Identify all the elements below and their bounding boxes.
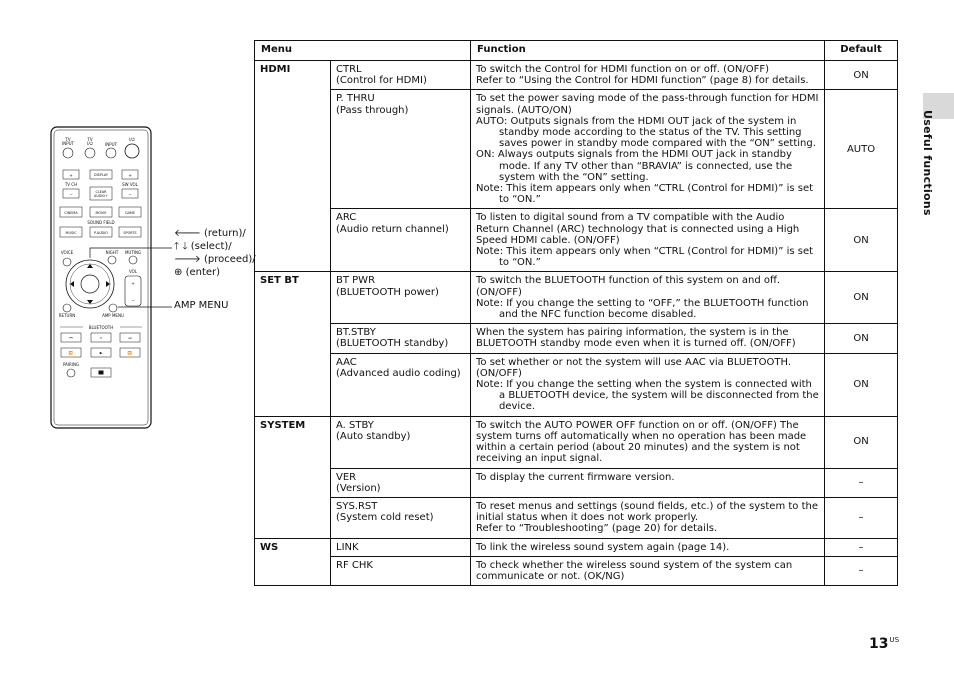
function-text: To display the current firmware version.: [476, 471, 675, 483]
enter-button[interactable]: [81, 275, 99, 293]
table-row: [255, 497, 898, 538]
category-hdmi: HDMI: [255, 61, 331, 272]
minus-icon: −: [131, 298, 135, 303]
item-name: P. THRU: [336, 93, 375, 105]
page-number: [869, 636, 899, 652]
previous-icon: ⏮: [69, 336, 73, 340]
night-label: NIGHT: [105, 250, 119, 255]
item-name: VER: [336, 471, 357, 483]
power-button[interactable]: [125, 144, 139, 158]
menu-item-cell: [331, 556, 471, 585]
page-number-value: 13: [869, 636, 889, 652]
table-header-row: [255, 41, 898, 61]
default-cell: –: [825, 556, 898, 585]
function-text: When the system has pairing information, the system is in the BLUETOOTH standby mode even when it is turned off. (ON/OFF): [476, 327, 796, 350]
item-name: RF CHK: [336, 559, 373, 571]
plus-icon: +: [131, 281, 135, 286]
table-row: [255, 468, 898, 497]
enter-callout-row: [174, 266, 252, 279]
default-cell: ON: [825, 272, 898, 324]
function-text: To switch the Control for HDMI function on or off. (ON/OFF): [476, 64, 769, 75]
movie-label: MOVIE: [95, 211, 107, 215]
amp-menu-label: AMP MENU: [102, 313, 124, 318]
item-subtitle: (Audio return channel): [336, 223, 449, 235]
next-icon: ⏭: [128, 336, 132, 340]
return-callout: 🡐 (return)/: [174, 228, 246, 239]
power-label: I/⏻: [129, 137, 135, 142]
item-name: SYS.RST: [336, 500, 378, 512]
tv-power-label: TV I/⏻: [87, 137, 93, 147]
night-button[interactable]: [108, 256, 116, 264]
function-text: To check whether the wireless sound system of the system can communicate or not. (OK/NG): [476, 559, 793, 582]
item-name: CTRL: [336, 64, 362, 75]
tv-input-button[interactable]: [63, 148, 73, 158]
function-cell: [471, 353, 825, 416]
proceed-callout: 🡒 (proceed)/: [174, 254, 256, 265]
function-cell: [471, 272, 825, 324]
cinema-label: CINEMA: [64, 211, 78, 215]
function-note: Note: If you change the setting to “OFF,” the BLUETOOTH function and the NFC function become disabled.: [476, 297, 809, 321]
bluetooth-label: BLUETOOTH: [88, 325, 114, 330]
default-cell: –: [825, 497, 898, 538]
category-set-bt: SET BT: [255, 272, 331, 416]
function-text: To set whether or not the system will use AAC via BLUETOOTH. (ON/OFF): [476, 356, 792, 379]
music-label: MUSIC: [65, 231, 77, 235]
default-cell: –: [825, 468, 898, 497]
function-text: AUTO: Outputs signals from the HDMI OUT jack of the system in standby mode according to the status of the TV. This setting saves power in standby mode compared with the “ON” setting.: [476, 115, 816, 150]
menu-item-cell: [331, 468, 471, 497]
menu-item-cell: [331, 353, 471, 416]
menu-item-cell: [331, 324, 471, 353]
item-subtitle: (Auto standby): [336, 430, 411, 442]
function-text: ON: Always outputs signals from the HDMI OUT jack in standby mode. If any TV other than “BRAVIA” is connected, use the system with the “ON” setting.: [476, 149, 793, 183]
display-label: DISPLAY: [94, 173, 108, 177]
function-text: To listen to digital sound from a TV compatible with the Audio Return Channel (ARC) technology that is connected using a High Speed HDMI cable. (ON/OFF): [476, 212, 800, 246]
table-row: [255, 353, 898, 416]
remote-control-svg: [50, 126, 152, 429]
category-system: SYSTEM: [255, 416, 331, 538]
table-row: [255, 61, 898, 90]
pairing-label: PAIRING: [62, 362, 80, 367]
item-subtitle: (Control for HDMI): [336, 75, 427, 87]
menu-settings-table: [254, 40, 898, 586]
plus-icon: +: [128, 173, 132, 178]
menu-header: Menu: [255, 41, 471, 61]
sports-label: SPORTS: [123, 231, 137, 235]
tv-input-label: TV INPUT: [62, 137, 74, 147]
input-button[interactable]: [106, 148, 116, 158]
enter-callout: (enter): [185, 267, 221, 278]
item-subtitle: (Pass through): [336, 104, 409, 116]
game-label: GAME: [124, 211, 136, 215]
menu-item-cell: [331, 416, 471, 468]
muting-label: MUTING: [124, 250, 142, 255]
function-cell: [471, 556, 825, 585]
item-subtitle: (BLUETOOTH power): [336, 286, 439, 298]
default-cell: –: [825, 538, 898, 556]
default-cell: ON: [825, 209, 898, 272]
function-cell: [471, 90, 825, 209]
table-row: [255, 272, 898, 324]
remote-control-illustration: [50, 126, 152, 429]
fast-forward-icon: ⏩: [127, 351, 133, 355]
tv-power-button[interactable]: [85, 148, 95, 158]
table-row: [255, 324, 898, 353]
item-name: LINK: [336, 541, 359, 553]
plus-icon: +: [69, 173, 73, 178]
menu-item-cell: [331, 90, 471, 209]
stop-icon: [99, 371, 104, 375]
item-name: BT.STBY: [336, 327, 376, 339]
item-subtitle: (BLUETOOTH standby): [336, 338, 449, 350]
default-cell: ON: [825, 416, 898, 468]
function-cell: [471, 468, 825, 497]
default-cell: AUTO: [825, 90, 898, 209]
function-note: Note: This item appears only when “CTRL (Control for HDMI)” is set to “ON.”: [476, 183, 814, 206]
play-icon: ▶: [99, 351, 103, 355]
default-header: Default: [825, 41, 898, 61]
select-callout: 🡑 🡓 (select)/: [174, 241, 232, 252]
voice-button[interactable]: [63, 258, 71, 266]
function-header: Function: [471, 41, 825, 61]
function-text: Refer to “Troubleshooting” (page 20) for details.: [476, 523, 718, 535]
function-cell: [471, 538, 825, 556]
function-note: Note: If you change the setting when the system is connected with a BLUETOOTH device, the system will be disconnected from the device.: [476, 379, 819, 413]
vol-label: VOL: [128, 269, 138, 274]
function-cell: [471, 209, 825, 272]
table-row: [255, 90, 898, 209]
sw-vol-label: SW VOL: [122, 182, 138, 187]
item-subtitle: (System cold reset): [336, 512, 434, 524]
function-cell: [471, 416, 825, 468]
default-cell: ON: [825, 324, 898, 353]
clear-audio-label: CLEAR AUDIO+: [94, 190, 108, 199]
minus-icon: −: [128, 192, 132, 197]
sound-field-label: SOUND FIELD: [87, 220, 115, 225]
default-cell: ON: [825, 353, 898, 416]
table-row: [255, 556, 898, 585]
item-name: AAC: [336, 356, 357, 368]
minus-icon: −: [69, 192, 73, 197]
navigation-callout: [174, 227, 256, 279]
function-text: To link the wireless sound system again (page 14).: [476, 541, 730, 553]
enter-icon: ⊕: [174, 267, 183, 278]
function-text: Refer to “Using the Control for HDMI function” (page 8) for details.: [476, 75, 809, 87]
item-name: ARC: [336, 212, 357, 224]
function-text: To reset menus and settings (sound fields, etc.) of the system to the initial status when it does not work properly.: [476, 500, 819, 524]
menu-item-cell: [331, 497, 471, 538]
menu-item-cell: [331, 272, 471, 324]
tv-ch-label: TV CH: [64, 182, 78, 187]
table-row: [255, 416, 898, 468]
amp-menu-callout: AMP MENU: [174, 300, 229, 311]
function-text: To switch the BLUETOOTH function of this system on and off. (ON/OFF): [476, 275, 781, 298]
function-text: To set the power saving mode of the pass-through function for HDMI signals. (AUTO/ON): [476, 93, 819, 116]
category-ws: WS: [255, 538, 331, 586]
function-cell: [471, 324, 825, 353]
menu-item-cell: [331, 61, 471, 90]
return-button[interactable]: [63, 304, 71, 312]
table-row: [255, 538, 898, 556]
default-cell: ON: [825, 61, 898, 90]
item-name: A. STBY: [336, 419, 374, 431]
function-cell: [471, 497, 825, 538]
amp-menu-button[interactable]: [109, 304, 117, 312]
rewind-icon: ⏪: [68, 351, 74, 355]
pause-icon: ⏸: [100, 336, 102, 340]
input-label: INPUT: [105, 142, 117, 147]
item-name: BT PWR: [336, 275, 376, 287]
menu-item-cell: [331, 209, 471, 272]
item-subtitle: (Version): [336, 482, 381, 494]
function-text: To switch the AUTO POWER OFF function on or off. (ON/OFF) The system turns off automatically when no operation has been made within a certain period (about 20 minutes) and the system is not receiving an input signal.: [476, 419, 807, 465]
p-audio-label: P.AUDIO: [94, 231, 108, 235]
pairing-button[interactable]: [67, 369, 75, 377]
page-number-suffix: US: [889, 636, 900, 644]
function-note: Note: This item appears only when “CTRL (Control for HDMI)” is set to “ON.”: [476, 246, 814, 269]
table-row: [255, 209, 898, 272]
return-label: RETURN: [58, 313, 76, 318]
voice-label: VOICE: [60, 250, 74, 255]
function-cell: [471, 61, 825, 90]
section-label: Useful functions: [921, 110, 934, 216]
muting-button[interactable]: [129, 256, 137, 264]
item-subtitle: (Advanced audio coding): [336, 367, 461, 379]
menu-item-cell: [331, 538, 471, 556]
